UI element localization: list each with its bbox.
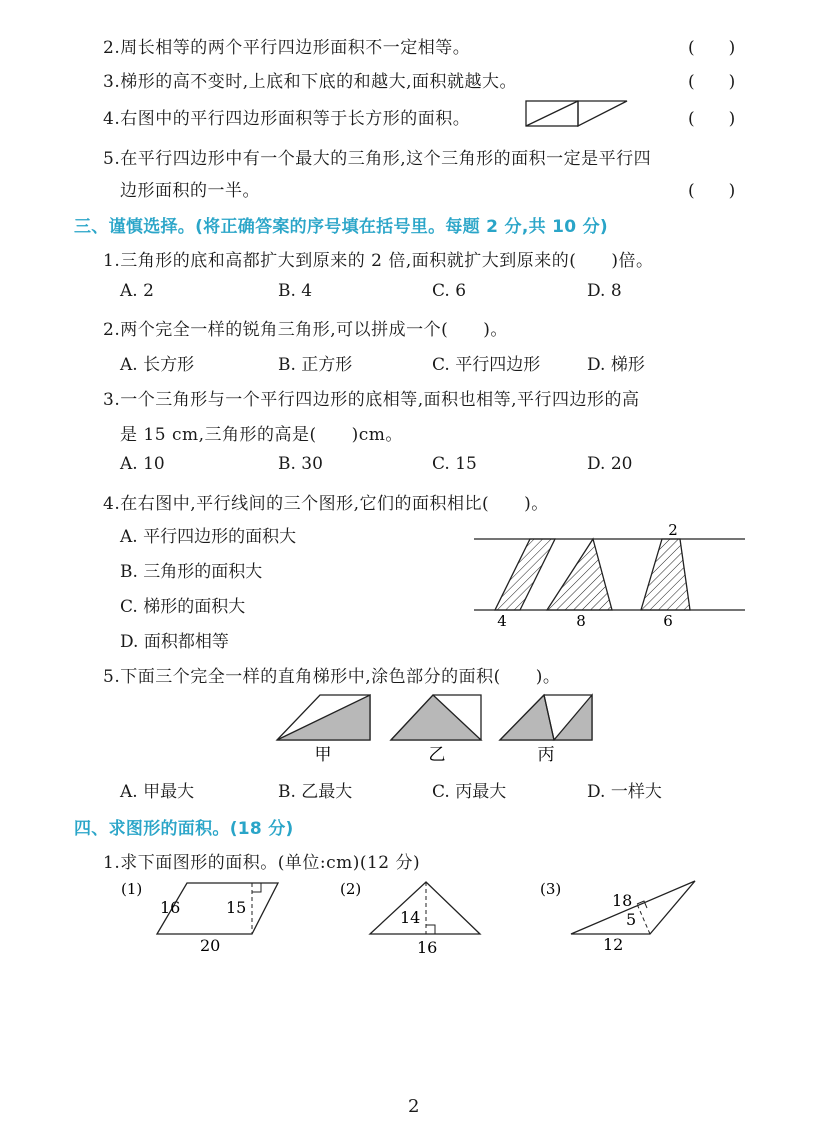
fig3-number: (3) <box>540 880 562 898</box>
judge-item-4: 4.右图中的平行四边形面积等于长方形的面积。 <box>103 109 471 129</box>
answer-paren-5[interactable]: ( ) <box>688 181 736 201</box>
option-a[interactable]: A. 甲最大 <box>120 782 195 802</box>
option-a[interactable]: A. 10 <box>120 454 165 474</box>
answer-paren-4[interactable]: ( ) <box>688 109 736 129</box>
fig1-base: 20 <box>200 936 221 955</box>
option-b[interactable]: B. 30 <box>278 454 323 474</box>
fig2-height: 14 <box>400 908 421 927</box>
option-d[interactable]: D. 梯形 <box>587 355 645 375</box>
option-b[interactable]: B. 正方形 <box>278 355 353 375</box>
section-4-title: 四、求图形的面积。(18 分) <box>74 819 294 839</box>
page-number: 2 <box>408 1096 420 1117</box>
option-b[interactable]: B. 乙最大 <box>278 782 353 802</box>
area-figures <box>115 878 735 963</box>
choice-q4: 4.在右图中,平行线间的三个图形,它们的面积相比( )。 <box>103 494 549 514</box>
judge-item-5: 5.在平行四边形中有一个最大的三角形,这个三角形的面积一定是平行四 <box>103 149 652 169</box>
label-base-4: 4 <box>497 612 507 630</box>
hatched-trapezoid <box>641 539 690 610</box>
label-base-6: 6 <box>663 612 673 630</box>
fig1-height: 15 <box>226 898 247 917</box>
label-base-8: 8 <box>576 612 586 630</box>
choice-q3: 3.一个三角形与一个平行四边形的底相等,面积也相等,平行四边形的高 <box>103 390 640 410</box>
judge-item-3: 3.梯形的高不变时,上底和下底的和越大,面积就越大。 <box>103 72 518 92</box>
option-a[interactable]: A. 平行四边形的面积大 <box>120 527 297 547</box>
option-b[interactable]: B. 三角形的面积大 <box>120 562 263 582</box>
option-d[interactable]: D. 面积都相等 <box>120 632 229 652</box>
area-q1: 1.求下面图形的面积。(单位:cm)(12 分) <box>103 853 421 873</box>
section-3-title: 三、谨慎选择。(将正确答案的序号填在括号里。每题 2 分,共 10 分) <box>74 217 608 237</box>
label-yi: 乙 <box>428 745 446 765</box>
option-d[interactable]: D. 一样大 <box>587 782 662 802</box>
parallel-lines-figure <box>470 518 750 630</box>
shaded-triangle-jia <box>277 695 370 740</box>
option-b[interactable]: B. 4 <box>278 281 313 301</box>
option-d[interactable]: D. 8 <box>587 281 622 301</box>
answer-paren-2[interactable]: ( ) <box>688 38 736 58</box>
trapezoid-shading-figure <box>270 690 610 770</box>
label-top-2: 2 <box>668 521 678 539</box>
choice-q1: 1.三角形的底和高都扩大到原来的 2 倍,面积就扩大到原来的( )倍。 <box>103 251 654 271</box>
fig1-number: (1) <box>121 880 143 898</box>
fig3-side: 18 <box>612 891 633 910</box>
fig3-base: 12 <box>603 935 624 954</box>
hatched-triangle <box>547 539 612 610</box>
fig1-side: 16 <box>160 898 181 917</box>
shaded-triangle-yi <box>391 695 481 740</box>
option-c[interactable]: C. 梯形的面积大 <box>120 597 246 617</box>
fig3-height: 5 <box>626 910 637 929</box>
answer-paren-3[interactable]: ( ) <box>688 72 736 92</box>
fig2-number: (2) <box>340 880 362 898</box>
option-d[interactable]: D. 20 <box>587 454 633 474</box>
judge-item-5-cont: 边形面积的一半。 <box>120 181 260 201</box>
option-c[interactable]: C. 15 <box>432 454 477 474</box>
choice-q5: 5.下面三个完全一样的直角梯形中,涂色部分的面积( )。 <box>103 667 561 687</box>
option-a[interactable]: A. 2 <box>120 281 154 301</box>
judge-item-2: 2.周长相等的两个平行四边形面积不一定相等。 <box>103 38 471 58</box>
option-c[interactable]: C. 丙最大 <box>432 782 507 802</box>
option-a[interactable]: A. 长方形 <box>120 355 195 375</box>
fig2-base: 16 <box>417 938 438 957</box>
parallelogram-rectangle-figure <box>522 98 630 130</box>
hatched-parallelogram <box>495 539 555 610</box>
label-jia: 甲 <box>314 745 332 765</box>
option-c[interactable]: C. 平行四边形 <box>432 355 541 375</box>
triangle-shape <box>370 882 480 934</box>
option-c[interactable]: C. 6 <box>432 281 467 301</box>
choice-q2: 2.两个完全一样的锐角三角形,可以拼成一个( )。 <box>103 320 508 340</box>
choice-q3-cont: 是 15 cm,三角形的高是( )cm。 <box>120 425 403 445</box>
label-bing: 丙 <box>537 745 555 765</box>
